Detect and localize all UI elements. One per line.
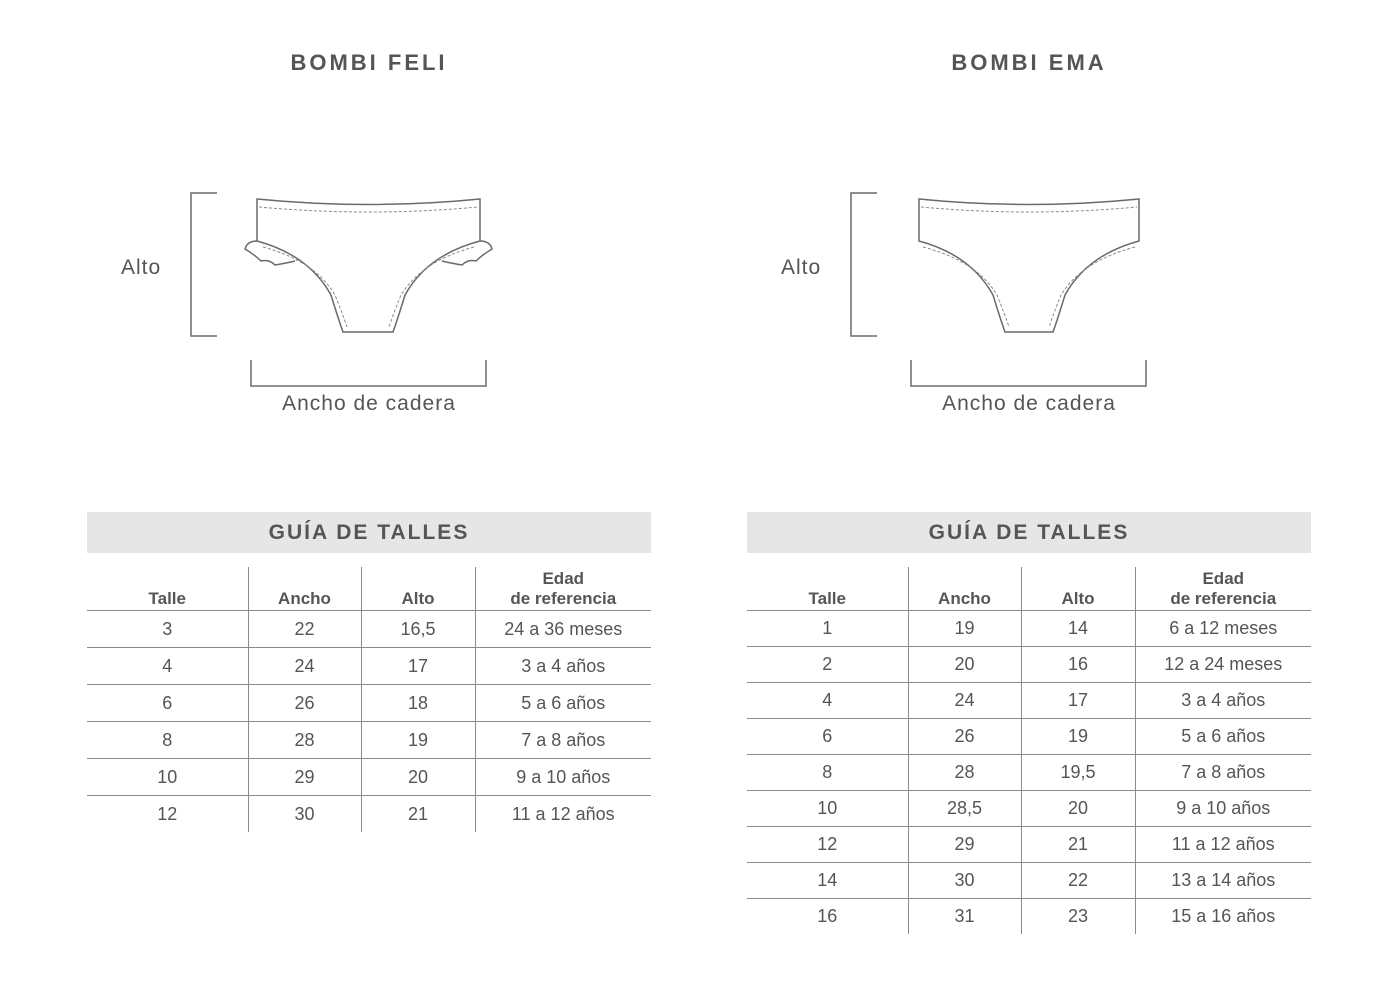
cell-alto: 20 [361, 759, 475, 796]
cell-alto: 17 [1021, 683, 1135, 719]
waistband-stitch [921, 207, 1137, 212]
size-guide-header: GUÍA DE TALLES [747, 512, 1311, 553]
table-row [747, 719, 1311, 755]
table-row [747, 611, 1311, 647]
cell-talle: 8 [87, 722, 248, 759]
ancho-label: Ancho de cadera [942, 392, 1116, 415]
cell-edad: 3 a 4 años [475, 648, 651, 685]
cell-alto: 22 [1021, 863, 1135, 899]
product-section-feli [87, 0, 651, 998]
cell-alto: 14 [1021, 611, 1135, 647]
cell-ancho: 26 [248, 685, 361, 722]
cell-edad: 3 a 4 años [1135, 683, 1311, 719]
leg-stitch-left [263, 247, 347, 327]
underwear-diagram-ema [747, 185, 1311, 395]
cell-alto: 18 [361, 685, 475, 722]
table-row [87, 611, 651, 648]
cell-ancho: 30 [908, 863, 1021, 899]
cell-ancho: 29 [908, 827, 1021, 863]
cell-ancho: 30 [248, 796, 361, 833]
edad-subtitle: de referencia [1170, 589, 1277, 608]
alto-label: Alto [121, 256, 162, 279]
column-header-alto: Alto [1021, 567, 1135, 611]
size-guide-header: GUÍA DE TALLES [87, 512, 651, 553]
underwear-diagram-feli [87, 185, 651, 395]
cell-alto: 20 [1021, 791, 1135, 827]
cell-talle: 4 [747, 683, 908, 719]
table-row [747, 791, 1311, 827]
waistband-stitch [259, 207, 478, 212]
cell-ancho: 28 [248, 722, 361, 759]
cell-alto: 17 [361, 648, 475, 685]
cell-ancho: 31 [908, 899, 1021, 935]
cell-edad: 24 a 36 meses [475, 611, 651, 648]
column-header-edad [475, 567, 651, 611]
cell-talle: 1 [747, 611, 908, 647]
edad-title: Edad [542, 569, 585, 588]
column-header-talle: Talle [87, 567, 248, 611]
cell-talle: 12 [747, 827, 908, 863]
table-row [747, 863, 1311, 899]
column-header-talle: Talle [747, 567, 908, 611]
cell-alto: 19 [1021, 719, 1135, 755]
width-bracket [251, 360, 486, 386]
cell-edad: 7 a 8 años [1135, 755, 1311, 791]
cell-talle: 6 [87, 685, 248, 722]
table-row [747, 899, 1311, 935]
cell-edad: 15 a 16 años [1135, 899, 1311, 935]
cell-talle: 10 [87, 759, 248, 796]
edad-subtitle: de referencia [510, 589, 617, 608]
table-row [747, 827, 1311, 863]
garment-outline [919, 199, 1139, 332]
table-row [747, 683, 1311, 719]
product-title: BOMBI EMA [951, 50, 1107, 75]
cell-alto: 23 [1021, 899, 1135, 935]
cell-alto: 21 [361, 796, 475, 833]
table-header-row [747, 567, 1311, 611]
table-row [87, 648, 651, 685]
cell-ancho: 24 [248, 648, 361, 685]
cell-ancho: 24 [908, 683, 1021, 719]
cell-talle: 2 [747, 647, 908, 683]
width-bracket [911, 360, 1146, 386]
size-table-ema [747, 567, 1311, 934]
ancho-label: Ancho de cadera [282, 392, 456, 415]
height-bracket [191, 193, 217, 336]
cell-talle: 12 [157, 803, 178, 824]
cell-talle: 16 [817, 906, 838, 926]
cell-alto: 16,5 [361, 611, 475, 648]
size-table-feli [87, 567, 651, 832]
cell-ancho: 19 [908, 611, 1021, 647]
table-row [747, 755, 1311, 791]
cell-ancho: 20 [908, 647, 1021, 683]
column-header-alto: Alto [361, 567, 475, 611]
table-header-row [87, 567, 651, 611]
cell-talle: 10 [747, 791, 908, 827]
cell-edad: 5 a 6 años [1135, 719, 1311, 755]
cell-edad: 9 a 10 años [475, 759, 651, 796]
cell-edad: 9 a 10 años [1135, 791, 1311, 827]
cell-ancho: 28 [908, 755, 1021, 791]
cell-talle: 3 [87, 611, 248, 648]
cell-alto: 19 [361, 722, 475, 759]
column-header-ancho: Ancho [908, 567, 1021, 611]
cell-edad: 7 a 8 años [475, 722, 651, 759]
alto-label: Alto [781, 256, 822, 279]
cell-edad: 6 a 12 meses [1135, 611, 1311, 647]
leg-stitch-left [923, 247, 1009, 327]
table-row [747, 647, 1311, 683]
cell-talle: 6 [747, 719, 908, 755]
product-section-ema [747, 0, 1311, 998]
edad-title: Edad [1202, 569, 1245, 588]
cell-edad: 11 a 12 años [1135, 827, 1311, 863]
cell-edad: 12 a 24 meses [1135, 647, 1311, 683]
cell-alto: 21 [1021, 827, 1135, 863]
cell-talle: 14 [747, 863, 908, 899]
leg-stitch-right [1049, 247, 1135, 327]
garment-outline [257, 199, 480, 332]
cell-ancho: 22 [248, 611, 361, 648]
table-row [87, 722, 651, 759]
cell-talle: 4 [87, 648, 248, 685]
cell-ancho: 29 [248, 759, 361, 796]
height-bracket [851, 193, 877, 336]
cell-alto: 16 [1021, 647, 1135, 683]
column-header-edad [1135, 567, 1311, 611]
cell-edad: 13 a 14 años [1135, 863, 1311, 899]
column-header-ancho: Ancho [248, 567, 361, 611]
cell-ancho: 26 [908, 719, 1021, 755]
product-title: BOMBI FELI [290, 50, 448, 75]
table-row [87, 759, 651, 796]
cell-edad: 11 a 12 años [475, 796, 651, 833]
cell-talle: 8 [747, 755, 908, 791]
table-row [87, 685, 651, 722]
table-row [87, 796, 651, 833]
leg-stitch-right [389, 247, 474, 327]
cell-ancho: 28,5 [908, 791, 1021, 827]
cell-alto: 19,5 [1021, 755, 1135, 791]
cell-edad: 5 a 6 años [475, 685, 651, 722]
